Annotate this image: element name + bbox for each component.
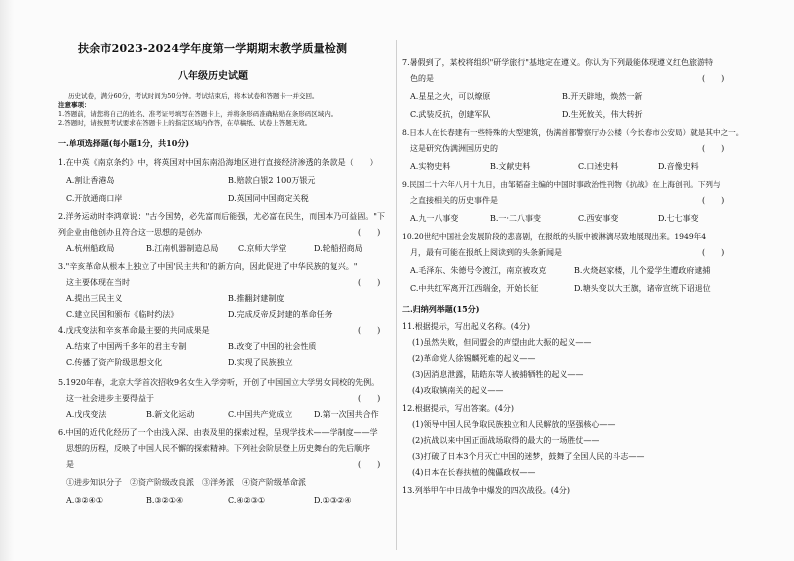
q8-option-c: C.口述史料 [578, 162, 619, 171]
q6-option-d: D.①③②④ [314, 496, 352, 505]
question-2-stem: 2.洋务运动时李鸿章说："古今国势，必先富而后能强，尤必富在民生，而国本乃可益固。"下 [58, 212, 385, 221]
question-3-stem-cont: 这主要体现在当时 [66, 278, 130, 287]
q10-option-a: A.毛泽东、朱德号令渡江，南京被攻克 [410, 266, 547, 275]
q9-option-d: D.七七事变 [658, 214, 699, 223]
left-column [58, 0, 392, 561]
q12-item: (2)抗战以来中国正面战场取得的最大的一场胜仗—— [412, 436, 600, 445]
question-2-stem-cont: 列企业由他创办且符合这一思想的是创办 [58, 228, 202, 237]
q5-option-c: C.中国共产党成立 [228, 410, 293, 419]
question-6-stem: 6.中国的近代化经历了一个由浅入深、由表及里的探索过程，呈现学技术——学制度——学 [58, 428, 378, 437]
answer-bracket: ( ) [358, 460, 381, 469]
q4-option-d: D.实现了民族独立 [228, 358, 293, 367]
q10-option-c: C.中共红军离开江西瑞金，开始长征 [410, 284, 539, 293]
q7-option-a: A.星星之火，可以燎原 [410, 92, 491, 101]
question-12-stem: 12.根据提示，写出答案。(4分) [402, 404, 515, 413]
question-7-stem-cont: 色的是 [410, 74, 434, 83]
q6-items: ①进步知识分子 ②资产阶级改良派 ③洋务派 ④资产阶级革命派 [66, 478, 306, 487]
answer-bracket: ( ) [358, 278, 381, 287]
answer-bracket: ( ) [358, 228, 381, 237]
q2-option-d: D.轮船招商局 [314, 244, 363, 253]
answer-bracket: ( ) [358, 326, 381, 335]
question-10-stem-cont: 月，最有可能在报纸上阅读到的头条新闻是 [410, 248, 562, 257]
question-8-stem: 8.日本人在长春建有一些特殊的大型建筑，伪满首都警察厅办公楼（今长春市公安局）就是其中之一。 [402, 128, 744, 137]
exam-subtitle: 八年级历史试题 [178, 71, 248, 82]
q11-item: (1)虽然失败，但同盟会的声望由此大振的起义—— [412, 338, 592, 347]
section-heading: 二.归纳列举题(15分) [402, 304, 480, 314]
q8-option-a: A.实物史料 [410, 162, 451, 171]
q6-option-c: C.④②③① [228, 496, 266, 505]
question-7-stem: 7.暑假到了，某校将组织"研学旅行"基地定在遵义。你认为下列最能体现遵义红色旅游特 [402, 58, 713, 67]
q8-option-b: B.文献史料 [490, 162, 531, 171]
page-edge [0, 0, 14, 561]
q2-option-c: C.京师大学堂 [238, 244, 287, 253]
exam-title: 扶余市2023-2024学年度第一学期期末教学质量检测 [78, 42, 348, 55]
question-4-stem: 4.戊戌变法和辛亥革命最主要的共同成果是 [58, 326, 210, 335]
question-6-stem-cont: 思想的历程，反映了中国人民不懈的探索精神。下列社会阶层登上历史舞台的先后顺序 [66, 444, 370, 453]
question-5-stem: 5.1920年春，北京大学首次招收9名女生入学旁听，开创了中国国立大学男女同校的先例。 [58, 378, 380, 387]
q5-option-b: B.新文化运动 [146, 410, 195, 419]
q4-option-a: A.结束了中国两千多年的君主专制 [66, 342, 187, 351]
q1-option-b: B.赔款白银2 100万银元 [228, 176, 316, 185]
answer-bracket: ( ) [358, 394, 381, 403]
question-6-stem-cont: 是 [66, 460, 74, 469]
q8-option-d: D.音像史料 [658, 162, 699, 171]
q11-item: (4)攻取镇南关的起义—— [412, 386, 504, 395]
q1-option-a: A.割让香港岛 [66, 176, 115, 185]
q6-option-b: B.③②①④ [146, 496, 184, 505]
q9-option-c: C.西安事变 [578, 214, 619, 223]
question-8-stem-cont: 这是研究伪满洲国历史的 [410, 144, 498, 153]
question-10-stem: 10.20世纪中国社会发展阶段的悲喜剧，在报纸的头版中被淋漓尽致地展现出来。1949年4 [402, 232, 707, 241]
q7-option-d: D.生死攸关，伟大转折 [562, 110, 643, 119]
q12-item: (4)日本在长春扶植的傀儡政权—— [412, 468, 536, 477]
instruction-line: 1.答题前，请您将自己的姓名、准考证号填写在答题卡上，并将条形码准确粘贴在条形码区域内。 [58, 110, 338, 118]
question-1-stem: 1.在中英《南京条约》中，将英国对中国东南沿海地区进行直接经济渗透的条款是（ ） [58, 158, 378, 167]
q6-option-a: A.③②④① [66, 496, 104, 505]
instruction-label: 注意事项： [58, 101, 91, 109]
q11-item: (3)因消息泄露，陆皓东等人被捕牺牲的起义—— [412, 370, 584, 379]
q4-option-c: C.传播了资产阶级思想文化 [66, 358, 163, 367]
q3-option-d: D.完成反帝反封建的革命任务 [228, 310, 333, 319]
question-9-stem-cont: 之直接相关的历史事件是 [410, 196, 498, 205]
q10-option-b: B.火烧赵家楼，儿个爱学生遭政府逮捕 [574, 266, 711, 275]
answer-bracket: ( ) [702, 196, 725, 205]
question-13-stem: 13.列举甲午中日战争中爆发的四次战役。(4分) [402, 486, 571, 495]
q5-option-a: A.戊戌变法 [66, 410, 107, 419]
q7-option-c: C.武装反抗，创建军队 [410, 110, 491, 119]
q11-item: (2)革命党人徐锡麟死难的起义—— [412, 354, 536, 363]
question-5-stem-cont: 这一社会进步主要得益于 [66, 394, 154, 403]
q3-option-b: B.推翻封建制度 [228, 294, 285, 303]
instruction-line: 2.答题时，请按照考试要求在答题卡上的指定区域内作答，在草稿纸、试卷上答题无效。 [58, 119, 312, 127]
right-column [402, 0, 746, 561]
q7-option-b: B.开天辟地，焕然一新 [562, 92, 643, 101]
section-heading: 一.单项选择题(每小题1分，共10分) [58, 138, 190, 148]
q1-option-c: C.开放通商口岸 [66, 194, 123, 203]
q10-option-d: D.塘头变以大王旗，诸帝宣统下诏退位 [574, 284, 711, 293]
q2-option-b: B.江南机器制造总局 [146, 244, 219, 253]
q1-option-d: D.英国同中国商定关税 [228, 194, 309, 203]
q4-option-b: B.改变了中国的社会性质 [228, 342, 317, 351]
q12-item: (3)打破了日本3个月灭亡中国的迷梦，鼓舞了全国人民的斗志—— [412, 452, 645, 461]
question-3-stem: 3."辛亥革命从根本上独立了中国'民主共和'的新方向，因此促进了中华民族的复兴。" [58, 262, 358, 271]
q3-option-a: A.提出三民主义 [66, 294, 123, 303]
answer-bracket: ( ) [702, 248, 725, 257]
question-11-stem: 11.根据提示，写出起义名称。(4分) [402, 322, 531, 331]
q2-option-a: A.杭州船政局 [66, 244, 115, 253]
q12-item: (1)领导中国人民争取民族独立和人民解放的坚强核心—— [412, 420, 616, 429]
q9-option-b: B.一·二八事变 [490, 214, 541, 223]
instruction-line: 历史试卷，满分60分，考试时间为50分钟。考试结束后，将本试卷和答题卡一并交回。 [68, 92, 319, 100]
q3-option-c: C.建立民国和颁布《临时约法》 [66, 310, 179, 319]
question-9-stem: 9.民国二十六年八月十九日，由邹韬奋主编的中国时事政治性刊物《抗战》在上海创刊。下列与 [402, 180, 721, 189]
answer-bracket: ( ) [702, 74, 725, 83]
q9-option-a: A.九一八事变 [410, 214, 459, 223]
column-divider [396, 40, 397, 550]
answer-bracket: ( ) [702, 144, 725, 153]
q5-option-d: D.第一次国共合作 [314, 410, 379, 419]
